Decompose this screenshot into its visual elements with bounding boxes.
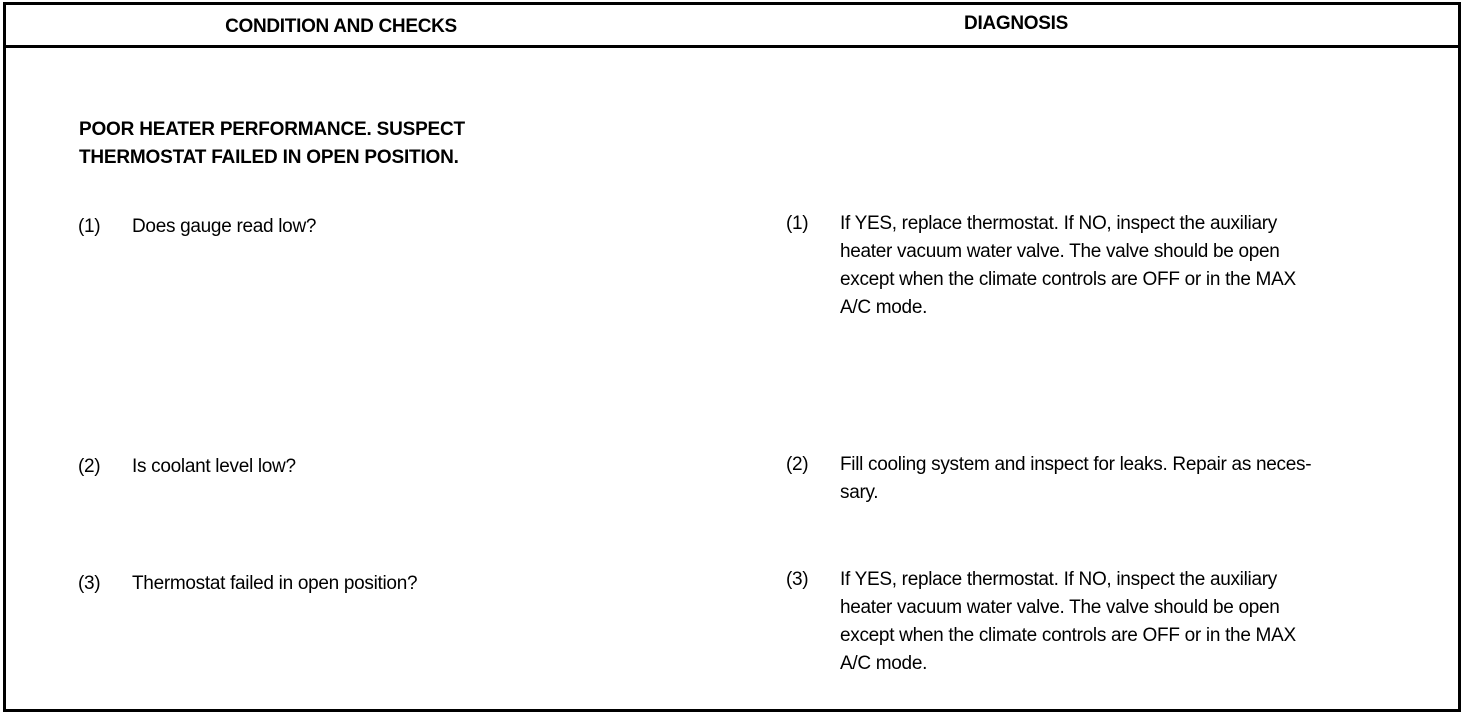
condition-title-line: THERMOSTAT FAILED IN OPEN POSITION. [79, 147, 459, 168]
diagnosis-table [3, 2, 1461, 712]
diagnosis-number: (3) [786, 569, 809, 590]
diagnosis-number: (1) [786, 213, 809, 234]
diagnosis-line: If YES, replace thermostat. If NO, inspect the auxiliary [840, 213, 1277, 234]
table-header [6, 5, 1458, 48]
header-condition-and-checks: CONDITION AND CHECKS [225, 16, 457, 37]
diagnosis-text [840, 451, 1400, 507]
diagnosis-line: sary. [840, 482, 879, 503]
condition-title [79, 116, 599, 172]
diagnosis-text [840, 566, 1400, 678]
diagnosis-text [840, 210, 1400, 322]
condition-title-line: POOR HEATER PERFORMANCE. SUSPECT [79, 119, 465, 140]
check-text: Is coolant level low? [132, 456, 296, 477]
diagnosis-line: A/C mode. [840, 297, 928, 318]
diagnosis-line: Fill cooling system and inspect for leaks. Repair as neces- [840, 454, 1312, 475]
check-number: (3) [78, 573, 101, 594]
diagnosis-line: heater vacuum water valve. The valve should be open [840, 597, 1280, 618]
header-diagnosis: DIAGNOSIS [964, 13, 1068, 34]
check-number: (2) [78, 456, 101, 477]
check-number: (1) [78, 216, 101, 237]
check-text: Thermostat failed in open position? [132, 573, 418, 594]
diagnosis-line: except when the climate controls are OFF or in the MAX [840, 625, 1296, 646]
diagnosis-line: except when the climate controls are OFF or in the MAX [840, 269, 1296, 290]
diagnosis-line: If YES, replace thermostat. If NO, inspect the auxiliary [840, 569, 1277, 590]
diagnosis-line: heater vacuum water valve. The valve should be open [840, 241, 1280, 262]
diagnosis-number: (2) [786, 454, 809, 475]
diagnosis-line: A/C mode. [840, 653, 928, 674]
check-text: Does gauge read low? [132, 216, 317, 237]
